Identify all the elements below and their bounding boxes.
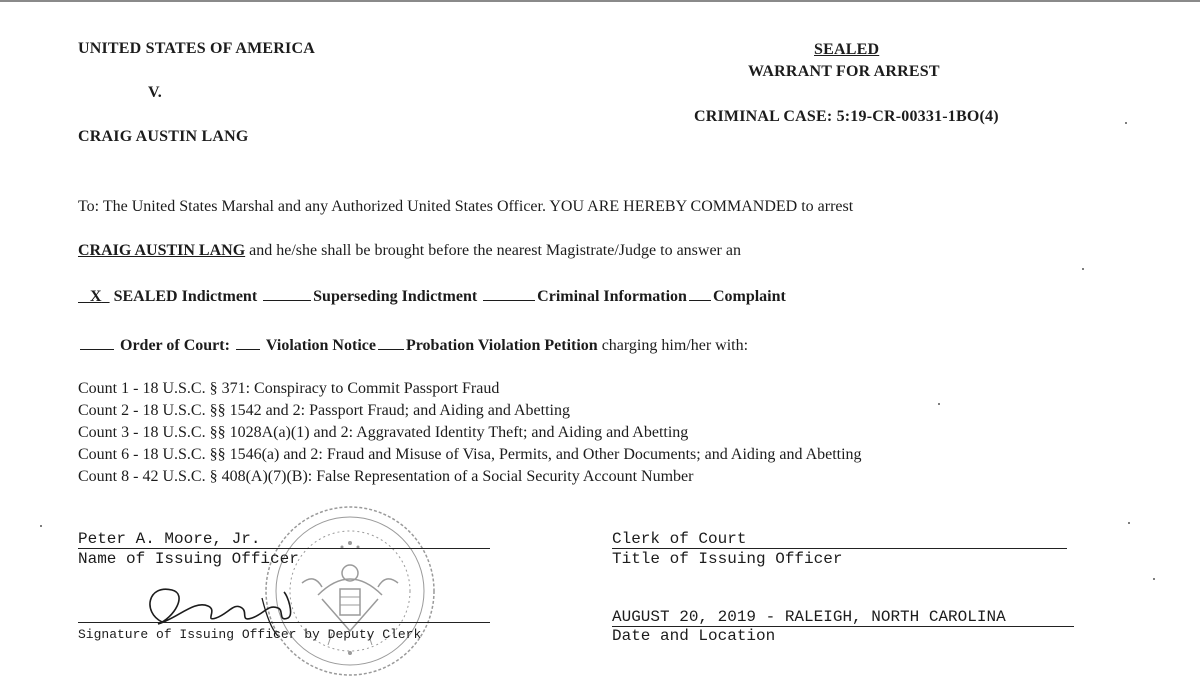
violation-notice-blank bbox=[236, 335, 260, 350]
charging-docs-row-1 bbox=[78, 286, 786, 306]
scan-speck bbox=[1082, 268, 1084, 270]
count-item: Count 8 - 42 U.S.C. § 408(A)(7)(B): False Representation of a Social Security Account Number bbox=[78, 468, 694, 485]
issuing-officer-name-label: Name of Issuing Officer bbox=[78, 550, 299, 568]
complaint-blank bbox=[689, 286, 711, 301]
count-item: Count 2 - 18 U.S.C. §§ 1542 and 2: Passport Fraud; and Aiding and Abetting bbox=[78, 402, 570, 419]
page-top-border bbox=[0, 0, 1200, 2]
date-location: AUGUST 20, 2019 - RALEIGH, NORTH CAROLINA bbox=[612, 608, 1006, 626]
scan-speck bbox=[938, 403, 940, 405]
defendant-name: CRAIG AUSTIN LANG bbox=[78, 128, 249, 145]
versus-label: V. bbox=[148, 84, 162, 101]
issuing-officer-name-line bbox=[78, 548, 490, 549]
count-item: Count 6 - 18 U.S.C. §§ 1546(a) and 2: Fraud and Misuse of Visa, Permits, and Other Documents; and Aiding and Abetting bbox=[78, 446, 862, 463]
charging-text: charging him/her with: bbox=[597, 337, 749, 354]
issuing-officer-title-line bbox=[612, 548, 1067, 549]
charging-docs-row-2 bbox=[78, 335, 748, 355]
sealed-indictment-label: SEALED Indictment bbox=[113, 288, 258, 305]
superseding-label: Superseding Indictment bbox=[313, 288, 478, 305]
issuing-officer-title: Clerk of Court bbox=[612, 530, 747, 548]
probation-petition-label: Probation Violation Petition bbox=[405, 337, 598, 354]
count-item: Count 1 - 18 U.S.C. § 371: Conspiracy to Commit Passport Fraud bbox=[78, 380, 500, 397]
sealed-indictment-mark: X bbox=[90, 288, 102, 305]
criminal-information-blank bbox=[483, 286, 535, 301]
order-of-court-label: Order of Court: bbox=[120, 337, 230, 354]
case-number: CRIMINAL CASE: 5:19-CR-00331-1BO(4) bbox=[694, 108, 999, 125]
command-line: To: The United States Marshal and any Authorized United States Officer. YOU ARE HEREBY COMMANDED to arrest bbox=[78, 198, 854, 215]
defendant-name-inline: CRAIG AUSTIN LANG bbox=[78, 242, 246, 259]
scan-speck bbox=[1125, 122, 1127, 124]
complaint-label: Complaint bbox=[712, 288, 786, 305]
scan-speck bbox=[40, 525, 42, 527]
sealed-label: SEALED bbox=[814, 41, 880, 58]
plaintiff-name: UNITED STATES OF AMERICA bbox=[78, 40, 315, 57]
signature-label: Signature of Issuing Officer by Deputy Clerk bbox=[78, 627, 422, 642]
issuing-officer-name: Peter A. Moore, Jr. bbox=[78, 530, 261, 548]
violation-notice-label: Violation Notice bbox=[265, 337, 376, 354]
superseding-blank bbox=[263, 286, 311, 301]
answer-line-text: and he/she shall be brought before the nearest Magistrate/Judge to answer an bbox=[245, 242, 741, 259]
probation-blank bbox=[378, 335, 404, 350]
scan-speck bbox=[1128, 522, 1130, 524]
scan-speck bbox=[1153, 578, 1155, 580]
counts-list bbox=[78, 378, 862, 488]
answer-line bbox=[78, 242, 741, 260]
issuing-officer-title-label: Title of Issuing Officer bbox=[612, 550, 843, 568]
count-item: Count 3 - 18 U.S.C. §§ 1028A(a)(1) and 2: Aggravated Identity Theft; and Aiding and Abetting bbox=[78, 424, 689, 441]
date-location-label: Date and Location bbox=[612, 627, 776, 645]
signature-line bbox=[78, 622, 490, 623]
criminal-information-label: Criminal Information bbox=[537, 288, 687, 305]
order-of-court-blank bbox=[80, 335, 114, 350]
document-title: WARRANT FOR ARREST bbox=[748, 63, 940, 80]
